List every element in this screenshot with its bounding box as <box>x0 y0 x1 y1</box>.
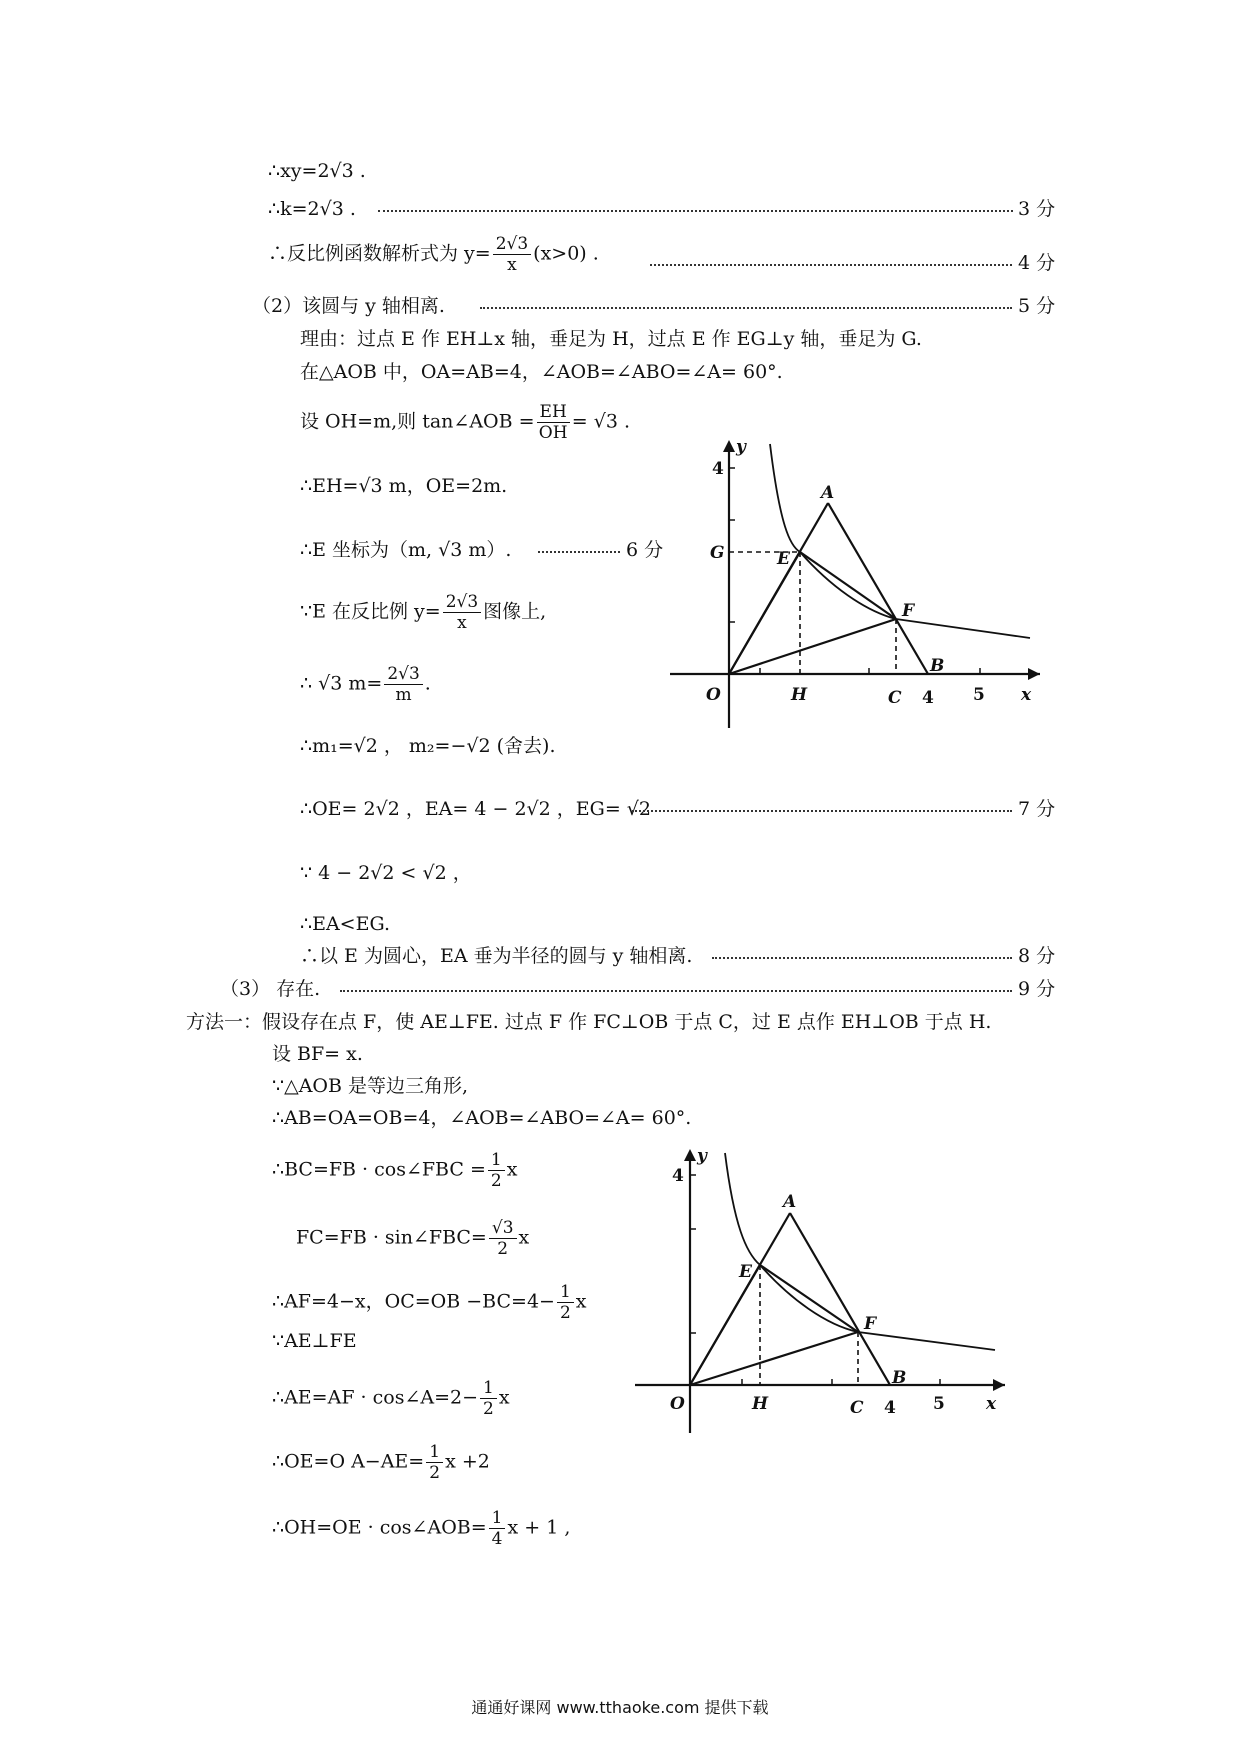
label-b: B <box>930 656 945 676</box>
label-f: F <box>864 1314 877 1334</box>
y-axis-label: y <box>736 437 746 457</box>
on-graph-denominator: x <box>457 613 467 633</box>
fc-suffix: x <box>518 1226 530 1249</box>
label-c: C <box>888 688 902 708</box>
set-oh-line <box>300 402 630 443</box>
x-axis-label: x <box>986 1394 997 1414</box>
part3-heading: （3） 存在. <box>220 978 321 1000</box>
leader-dots <box>340 988 1012 992</box>
equation-fraction <box>384 664 422 705</box>
bc-prefix: ∴BC=FB · cos∠FBC = <box>272 1158 486 1181</box>
oe2-numerator: 1 <box>426 1442 443 1463</box>
y-arrow <box>723 440 735 452</box>
y-tick-label: 4 <box>672 1166 684 1186</box>
label-e: E <box>777 549 790 569</box>
label-e: E <box>739 1262 752 1282</box>
af-numerator: 1 <box>557 1282 574 1303</box>
on-graph-numerator: 2√3 <box>443 592 481 613</box>
score-3: 3 分 <box>1018 198 1056 220</box>
figure-1 <box>660 436 1060 736</box>
fc-prefix: FC=FB · sin∠FBC= <box>296 1226 487 1249</box>
score-8: 8 分 <box>1018 945 1056 967</box>
triangle-line: 在△AOB 中，OA=AB=4，∠AOB=∠ABO=∠A= 60°. <box>300 361 783 383</box>
reason-line: 理由：过点 E 作 EH⊥x 轴，垂足为 H，过点 E 作 EG⊥y 轴，垂足为 G. <box>300 328 922 350</box>
leader-dots <box>538 549 620 553</box>
set-bf-line: 设 BF= x. <box>272 1043 363 1065</box>
label-c: C <box>850 1398 864 1418</box>
eh-line: ∴EH=√3 m，OE=2m. <box>300 475 508 497</box>
oe-line: ∴OE= 2√2 ，EA= 4 − 2√2 ，EG= √2 <box>300 798 651 820</box>
x-tick-label-4: 4 <box>884 1398 896 1418</box>
x-axis-label: x <box>1021 685 1032 705</box>
leader-dots <box>712 955 1012 959</box>
tan-fraction <box>537 402 570 443</box>
label-h: H <box>791 685 808 705</box>
bc-suffix: x <box>506 1158 518 1181</box>
x-arrow <box>993 1379 1005 1391</box>
af-line <box>272 1282 587 1323</box>
oe2-prefix: ∴OE=O A−AE= <box>272 1450 425 1473</box>
fc-denominator: 2 <box>497 1239 509 1259</box>
score-7: 7 分 <box>1018 798 1056 820</box>
m-solution-line: ∴m₁=√2 ， m₂=−√2 (舍去). <box>300 735 556 757</box>
function-denominator: x <box>507 255 517 275</box>
af-fraction <box>557 1282 574 1323</box>
fc-fraction <box>489 1218 517 1259</box>
set-suffix: = √3 . <box>571 410 631 433</box>
x-tick-label-5: 5 <box>933 1394 945 1414</box>
oh-line <box>272 1508 570 1549</box>
score-4: 4 分 <box>1018 252 1056 274</box>
score-6: 6 分 <box>626 539 664 561</box>
leader-dots <box>632 808 1012 812</box>
bc-fraction <box>488 1150 505 1191</box>
part2-heading: （2）该圆与 y 轴相离. <box>252 295 445 317</box>
line-xy: ∴xy=2√3 . <box>268 160 366 182</box>
function-prefix: ∴反比例函数解析式为 y= <box>268 242 491 265</box>
sides-line: ∴AB=OA=OB=4，∠AOB=∠ABO=∠A= 60°. <box>272 1107 692 1129</box>
oh-fraction <box>489 1508 506 1549</box>
score-5: 5 分 <box>1018 295 1056 317</box>
line-function <box>268 234 599 275</box>
bc-denominator: 2 <box>490 1171 502 1191</box>
conclusion-line: ∴以 E 为圆心，EA 垂为半径的圆与 y 轴相离. <box>300 945 693 967</box>
side-ab <box>790 1213 890 1385</box>
score-9: 9 分 <box>1018 978 1056 1000</box>
equation-line <box>300 664 431 705</box>
oh-numerator: 1 <box>489 1508 506 1529</box>
hyperbola-curve <box>770 444 1030 638</box>
line-k: ∴k=2√3 . <box>268 198 356 220</box>
ae-line <box>272 1378 510 1419</box>
label-h: H <box>752 1394 769 1414</box>
inequality-line: ∵ 4 − 2√2 < √2 ， <box>300 862 472 884</box>
bc-line <box>272 1150 517 1191</box>
ae-suffix: x <box>498 1386 510 1409</box>
on-graph-line <box>300 592 546 633</box>
oe2-suffix: x +2 <box>445 1450 490 1473</box>
on-graph-fraction <box>443 592 481 633</box>
perp-line: ∵AE⊥FE <box>272 1330 357 1352</box>
equation-denominator: m <box>395 685 412 705</box>
function-numerator: 2√3 <box>493 234 531 255</box>
page-footer: 通通好课网 www.tthaoke.com 提供下载 <box>471 1698 769 1717</box>
function-fraction <box>493 234 531 275</box>
y-tick-label: 4 <box>712 459 724 479</box>
bc-numerator: 1 <box>488 1150 505 1171</box>
segment-of <box>729 619 896 674</box>
equation-suffix: . <box>424 672 431 695</box>
leader-dots <box>480 305 1012 309</box>
label-a: A <box>783 1192 797 1212</box>
oh-denominator: 4 <box>491 1529 503 1549</box>
figure-2 <box>630 1145 1030 1445</box>
equation-prefix: ∴ √3 m= <box>300 672 383 695</box>
oh-prefix: ∴OH=OE · cos∠AOB= <box>272 1516 487 1539</box>
method-one-line: 方法一：假设存在点 F，使 AE⊥FE. 过点 F 作 FC⊥OB 于点 C，过 E 点作 EH⊥OB 于点 H. <box>186 1011 992 1033</box>
on-graph-prefix: ∵E 在反比例 y= <box>300 600 441 623</box>
label-b: B <box>892 1368 907 1388</box>
set-prefix: 设 OH=m,则 tan∠AOB = <box>300 410 535 433</box>
x-tick-label-5: 5 <box>973 685 985 705</box>
hyperbola-curve <box>725 1153 995 1350</box>
oe2-line <box>272 1442 490 1483</box>
leader-dots <box>650 262 1012 266</box>
equilateral-line: ∵△AOB 是等边三角形, <box>272 1075 469 1097</box>
tan-denominator: OH <box>538 423 568 443</box>
af-denominator: 2 <box>559 1303 571 1323</box>
ae-prefix: ∴AE=AF · cos∠A=2− <box>272 1386 479 1409</box>
oh-suffix: x + 1 , <box>507 1516 571 1539</box>
label-o: O <box>706 685 721 705</box>
fc-numerator: √3 <box>489 1218 517 1239</box>
segment-ef <box>800 552 896 619</box>
label-o: O <box>670 1394 685 1414</box>
ae-fraction <box>480 1378 497 1419</box>
function-suffix: (x>0) . <box>533 242 599 265</box>
af-prefix: ∴AF=4−x，OC=OB −BC=4− <box>272 1290 555 1313</box>
fc-line <box>296 1218 529 1259</box>
ae-denominator: 2 <box>483 1399 494 1419</box>
e-coord-line: ∴E 坐标为（m, √3 m）. <box>300 539 512 561</box>
on-graph-suffix: 图像上, <box>483 600 547 623</box>
label-a: A <box>821 483 835 503</box>
ea-lt-eg-line: ∴EA<EG. <box>300 913 391 935</box>
tan-numerator: EH <box>537 402 570 423</box>
segment-oe <box>729 552 800 674</box>
y-axis-label: y <box>697 1146 707 1166</box>
equation-numerator: 2√3 <box>384 664 422 685</box>
label-f: F <box>902 601 915 621</box>
ae-numerator: 1 <box>480 1378 497 1399</box>
segment-ef <box>760 1265 858 1332</box>
oe2-fraction <box>426 1442 443 1483</box>
leader-dots <box>378 208 1013 212</box>
x-tick-label-4: 4 <box>922 688 934 708</box>
side-ab <box>828 503 928 674</box>
y-arrow <box>684 1149 696 1161</box>
x-arrow <box>1028 668 1040 680</box>
oe2-denominator: 2 <box>429 1463 441 1483</box>
af-suffix: x <box>575 1290 587 1313</box>
label-g: G <box>710 543 725 563</box>
